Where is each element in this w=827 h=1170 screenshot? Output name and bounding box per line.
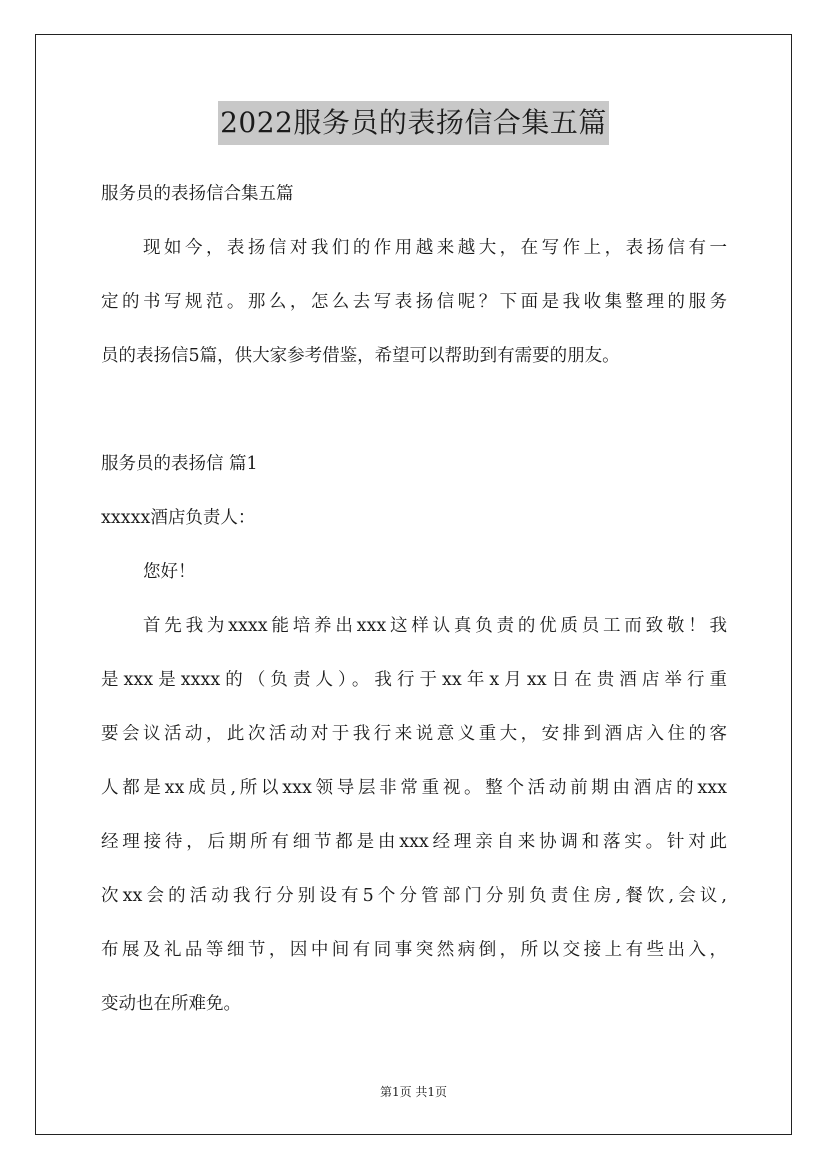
paragraph-gap xyxy=(101,390,727,444)
subtitle: 服务员的表扬信合集五篇 xyxy=(101,184,294,204)
title-container xyxy=(0,101,827,145)
section-heading: 服务员的表扬信 篇1 xyxy=(101,454,258,474)
body-line: 是xxx是xxxx的（负责人）。我行于xx年x月xx日在贵酒店举行重 xyxy=(101,670,727,690)
body-line: 布展及礼品等细节，因中间有同事突然病倒，所以交接上有些出入， xyxy=(101,940,727,960)
body-line: 要会议活动，此次活动对于我行来说意义重大，安排到酒店入住的客 xyxy=(101,724,727,744)
intro-line: 定的书写规范。那么，怎么去写表扬信呢？下面是我收集整理的服务 xyxy=(101,292,727,312)
body-line: 首先我为xxxx能培养出xxx这样认真负责的优质员工而致敬！我 xyxy=(143,616,727,636)
body-line: 经理接待，后期所有细节都是由xxx经理亲自来协调和落实。针对此 xyxy=(101,832,727,852)
document-title: 2022服务员的表扬信合集五篇 xyxy=(218,101,609,145)
body-line: 次xx会的活动我行分别设有5个分管部门分别负责住房,餐饮,会议, xyxy=(101,886,727,906)
intro-line: 员的表扬信5篇，供大家参考借鉴，希望可以帮助到有需要的朋友。 xyxy=(101,346,620,366)
body-line: 变动也在所难免。 xyxy=(101,994,241,1014)
body-line: 人都是xx成员,所以xxx领导层非常重视。整个活动前期由酒店的xxx xyxy=(101,778,727,798)
page-number-footer: 第1页 共1页 xyxy=(379,1085,448,1099)
greeting: 您好！ xyxy=(143,562,196,582)
salutation: xxxxx酒店负责人： xyxy=(101,508,256,528)
intro-line: 现如今，表扬信对我们的作用越来越大，在写作上，表扬信有一 xyxy=(143,238,727,258)
document-body xyxy=(101,174,727,1038)
